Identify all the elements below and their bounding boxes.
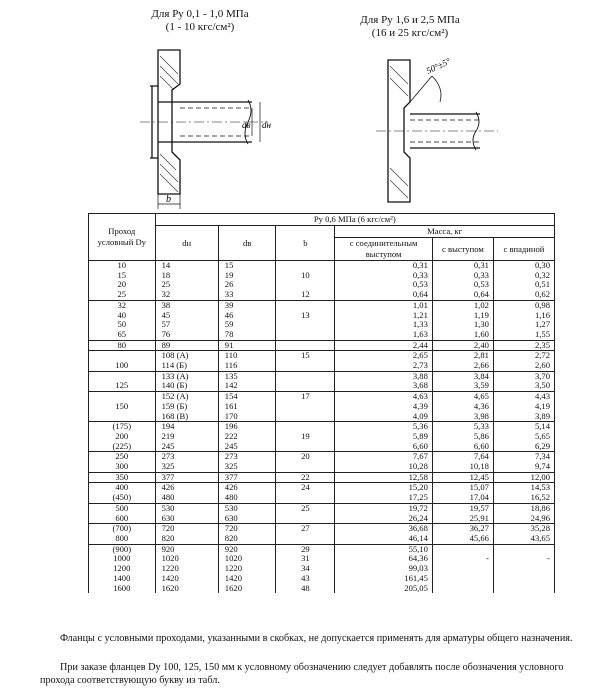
table-cell xyxy=(276,261,335,271)
table-row xyxy=(89,261,555,271)
table-cell: 720 xyxy=(155,524,218,534)
table-cell: 4,39 xyxy=(335,402,433,412)
caption-left xyxy=(130,8,270,34)
table-row xyxy=(89,503,555,513)
table-cell: 32 xyxy=(155,290,218,300)
table-cell: 1,21 xyxy=(335,311,433,321)
table-cell: 325 xyxy=(155,462,218,472)
table-cell: 5,65 xyxy=(493,432,554,442)
table-cell: 12,58 xyxy=(335,472,433,483)
table-row xyxy=(89,574,555,584)
note-2 xyxy=(40,661,580,687)
table-cell: 3,89 xyxy=(493,412,554,422)
table-cell: 400 xyxy=(89,483,156,493)
table-cell: - xyxy=(493,554,554,564)
table-cell: 377 xyxy=(155,472,218,483)
table-cell xyxy=(276,371,335,381)
table-cell: 273 xyxy=(155,452,218,462)
table-cell: 0,62 xyxy=(493,290,554,300)
header-mass-1-line2: выступом xyxy=(365,249,402,259)
table-cell: 29 xyxy=(276,544,335,554)
table-row xyxy=(89,452,555,462)
table-cell: 1,30 xyxy=(432,320,493,330)
table-cell: 15 xyxy=(89,271,156,281)
table-cell xyxy=(276,402,335,412)
table-cell: 720 xyxy=(218,524,276,534)
table-cell: 377 xyxy=(218,472,276,483)
table-cell: 219 xyxy=(155,432,218,442)
table-cell: 194 xyxy=(155,422,218,432)
table-cell: 43 xyxy=(276,574,335,584)
table-cell: 2,35 xyxy=(493,340,554,351)
table-cell: 0,33 xyxy=(432,271,493,281)
table-cell: 32 xyxy=(89,300,156,310)
table-cell: 1,63 xyxy=(335,330,433,340)
table-cell: 46,14 xyxy=(335,534,433,544)
table-cell xyxy=(276,442,335,452)
table-cell: 2,44 xyxy=(335,340,433,351)
table-cell: 114 (Б) xyxy=(155,361,218,371)
table-cell: 1,55 xyxy=(493,330,554,340)
table-cell: 150 xyxy=(89,402,156,412)
header-mass: Масса, кг xyxy=(335,226,555,238)
table-cell: 3,59 xyxy=(432,381,493,391)
table-cell: 5,14 xyxy=(493,422,554,432)
table-cell: 0,31 xyxy=(432,261,493,271)
table-cell: 76 xyxy=(155,330,218,340)
table-cell: 1200 xyxy=(89,564,156,574)
table-cell: 24,96 xyxy=(493,514,554,524)
table-row xyxy=(89,271,555,281)
table-cell: 3,68 xyxy=(335,381,433,391)
table-cell: 205,05 xyxy=(335,584,433,594)
table-cell: 0,30 xyxy=(493,261,554,271)
table-row xyxy=(89,381,555,391)
table-cell: 3,84 xyxy=(432,371,493,381)
table-cell: 300 xyxy=(89,462,156,472)
note-1-text: Фланцы с условными проходами, указанными в скобках, не допускается применять для арматуры общего назначения. xyxy=(60,633,573,644)
table-cell: 4,36 xyxy=(432,402,493,412)
table-cell: 38 xyxy=(155,300,218,310)
table-cell: 65 xyxy=(89,330,156,340)
label-dv: dв xyxy=(242,120,251,130)
table-cell xyxy=(432,574,493,584)
table-cell: 10,28 xyxy=(335,462,433,472)
table-cell xyxy=(493,564,554,574)
table-cell: 500 xyxy=(89,503,156,513)
table-cell: 0,31 xyxy=(335,261,433,271)
table-cell: 142 xyxy=(218,381,276,391)
table-cell: 0,53 xyxy=(432,280,493,290)
table-cell: 245 xyxy=(218,442,276,452)
table-cell: 25 xyxy=(89,290,156,300)
table-cell: 24 xyxy=(276,483,335,493)
table-cell: 25,91 xyxy=(432,514,493,524)
table-row xyxy=(89,340,555,351)
table-cell: 46 xyxy=(218,311,276,321)
table-row xyxy=(89,584,555,594)
flange-drawing-left xyxy=(120,44,280,212)
table-cell: 5,86 xyxy=(432,432,493,442)
table-cell: 15 xyxy=(276,351,335,361)
table-cell: 3,98 xyxy=(432,412,493,422)
table-cell: 17,25 xyxy=(335,493,433,503)
table-row xyxy=(89,361,555,371)
table-cell: 1,16 xyxy=(493,311,554,321)
table-row xyxy=(89,412,555,422)
table-cell: 1420 xyxy=(218,574,276,584)
header-b: b xyxy=(276,226,335,261)
table-cell: 0,32 xyxy=(493,271,554,281)
table-cell xyxy=(493,584,554,594)
table-cell: 630 xyxy=(218,514,276,524)
table-cell: 1220 xyxy=(218,564,276,574)
table-cell xyxy=(276,381,335,391)
table-cell: 39 xyxy=(218,300,276,310)
table-cell xyxy=(432,584,493,594)
table-cell: 426 xyxy=(218,483,276,493)
table-cell: 25 xyxy=(276,503,335,513)
table-cell: 4,09 xyxy=(335,412,433,422)
table-cell xyxy=(89,371,156,381)
table-cell: 100 xyxy=(89,361,156,371)
table-row xyxy=(89,554,555,564)
table-cell: 3,88 xyxy=(335,371,433,381)
table-cell: 18,86 xyxy=(493,503,554,513)
table-cell: 33 xyxy=(218,290,276,300)
table-cell: 19 xyxy=(218,271,276,281)
table-cell: 2,81 xyxy=(432,351,493,361)
table-row xyxy=(89,402,555,412)
table-cell: 125 xyxy=(89,381,156,391)
table-cell: 250 xyxy=(89,452,156,462)
table-cell: 7,67 xyxy=(335,452,433,462)
table-cell: 1420 xyxy=(155,574,218,584)
table-cell: 135 xyxy=(218,371,276,381)
table-cell xyxy=(432,544,493,554)
table-cell: 133 (А) xyxy=(155,371,218,381)
table-cell xyxy=(276,300,335,310)
note-1 xyxy=(40,632,580,645)
table-cell: 1620 xyxy=(218,584,276,594)
label-dh: dн xyxy=(262,120,271,130)
table-cell xyxy=(493,574,554,584)
table-cell: 10,18 xyxy=(432,462,493,472)
table-cell: 27 xyxy=(276,524,335,534)
table-cell: 40 xyxy=(89,311,156,321)
table-cell: 15,07 xyxy=(432,483,493,493)
header-dv: dв xyxy=(218,226,276,261)
table-cell: 35,28 xyxy=(493,524,554,534)
table-cell: 1000 xyxy=(89,554,156,564)
table-cell: 3,50 xyxy=(493,381,554,391)
table-cell: 78 xyxy=(218,330,276,340)
table-cell: 920 xyxy=(218,544,276,554)
table-row xyxy=(89,311,555,321)
table-cell: 1020 xyxy=(218,554,276,564)
table-cell: 45,66 xyxy=(432,534,493,544)
table-cell: 7,64 xyxy=(432,452,493,462)
flange-table xyxy=(88,213,555,593)
table-cell: 1020 xyxy=(155,554,218,564)
table-row xyxy=(89,462,555,472)
table-cell: 59 xyxy=(218,320,276,330)
table-cell: 6,60 xyxy=(432,442,493,452)
table-cell: 273 xyxy=(218,452,276,462)
table-cell: 4,65 xyxy=(432,392,493,402)
table-cell: 222 xyxy=(218,432,276,442)
table-cell: 48 xyxy=(276,584,335,594)
table-cell: 1,27 xyxy=(493,320,554,330)
table-cell: 9,74 xyxy=(493,462,554,472)
table-cell: 4,19 xyxy=(493,402,554,412)
label-angle: 50°±5° xyxy=(424,56,453,76)
table-cell: 14,53 xyxy=(493,483,554,493)
table-cell: 13 xyxy=(276,311,335,321)
table-cell: 480 xyxy=(218,493,276,503)
table-cell: 89 xyxy=(155,340,218,351)
caption-right xyxy=(335,14,485,40)
table-cell: 10 xyxy=(89,261,156,271)
table-cell: 0,64 xyxy=(335,290,433,300)
table-cell: 140 (Б) xyxy=(155,381,218,391)
table-cell: 0,33 xyxy=(335,271,433,281)
table-cell xyxy=(276,280,335,290)
table-cell: 80 xyxy=(89,340,156,351)
table-cell: 16,52 xyxy=(493,493,554,503)
table-cell: 4,43 xyxy=(493,392,554,402)
table-row xyxy=(89,524,555,534)
table-cell: 6,60 xyxy=(335,442,433,452)
table-cell: 108 (А) xyxy=(155,351,218,361)
table-cell: 17 xyxy=(276,392,335,402)
note-2-text: При заказе фланцев Dу 100, 125, 150 мм к условному обозначению следует добавлять после обозначения условного прохода соответствующую букву из табл. xyxy=(40,662,564,686)
table-cell: 31 xyxy=(276,554,335,564)
table-cell: 0,64 xyxy=(432,290,493,300)
table-row xyxy=(89,472,555,483)
table-row xyxy=(89,290,555,300)
table-cell: 15,20 xyxy=(335,483,433,493)
table-cell xyxy=(276,361,335,371)
table-cell: 20 xyxy=(89,280,156,290)
table-cell: 630 xyxy=(155,514,218,524)
label-b: b xyxy=(166,194,171,205)
table-cell: 7,34 xyxy=(493,452,554,462)
table-cell: 19 xyxy=(276,432,335,442)
table-cell: 12,00 xyxy=(493,472,554,483)
table-cell xyxy=(89,412,156,422)
table-cell: 920 xyxy=(155,544,218,554)
header-mass-1-line1: с соединительным xyxy=(349,238,418,248)
table-cell: 1,60 xyxy=(432,330,493,340)
caption-left-line2: (1 - 10 кгс/см²) xyxy=(165,21,235,33)
table-cell: 1220 xyxy=(155,564,218,574)
table-cell: (175) xyxy=(89,422,156,432)
table-cell: 2,60 xyxy=(493,361,554,371)
table-cell: 2,66 xyxy=(432,361,493,371)
table-cell: 426 xyxy=(155,483,218,493)
table-cell: 19,57 xyxy=(432,503,493,513)
table-cell: 45 xyxy=(155,311,218,321)
table-cell xyxy=(432,564,493,574)
table-cell: 36,27 xyxy=(432,524,493,534)
table-row xyxy=(89,422,555,432)
table-cell xyxy=(276,412,335,422)
table-row xyxy=(89,442,555,452)
table-cell xyxy=(276,493,335,503)
header-pass-line1: Проход xyxy=(108,226,136,236)
table-cell xyxy=(276,462,335,472)
table-cell: 200 xyxy=(89,432,156,442)
table-cell: - xyxy=(432,554,493,564)
table-cell: 1,33 xyxy=(335,320,433,330)
table-cell: (700) xyxy=(89,524,156,534)
caption-right-line2: (16 и 25 кгс/см²) xyxy=(371,27,449,39)
table-cell: 110 xyxy=(218,351,276,361)
header-pass xyxy=(89,214,156,261)
table-cell xyxy=(276,320,335,330)
table-cell: 1620 xyxy=(155,584,218,594)
table-cell: 64,36 xyxy=(335,554,433,564)
table-cell: 43,65 xyxy=(493,534,554,544)
table-cell: 91 xyxy=(218,340,276,351)
table-cell: 196 xyxy=(218,422,276,432)
table-cell: (450) xyxy=(89,493,156,503)
table-cell: 36,68 xyxy=(335,524,433,534)
flange-drawing-right xyxy=(370,56,530,208)
table-cell xyxy=(89,392,156,402)
table-cell: 19,72 xyxy=(335,503,433,513)
table-row xyxy=(89,280,555,290)
table-cell: 1,02 xyxy=(432,300,493,310)
header-mass-2: с выступом xyxy=(432,238,493,261)
table-cell: 170 xyxy=(218,412,276,422)
table-cell: 1,01 xyxy=(335,300,433,310)
table-cell: 0,98 xyxy=(493,300,554,310)
table-cell xyxy=(276,514,335,524)
table-cell: 0,53 xyxy=(335,280,433,290)
table-cell: 50 xyxy=(89,320,156,330)
table-cell: 161,45 xyxy=(335,574,433,584)
table-cell xyxy=(89,351,156,361)
table-cell: 18 xyxy=(155,271,218,281)
table-cell: 3,70 xyxy=(493,371,554,381)
table-cell: 530 xyxy=(218,503,276,513)
table-cell: 4,63 xyxy=(335,392,433,402)
caption-right-line1: Для Pу 1,6 и 2,5 МПа xyxy=(360,14,460,26)
table-cell: 154 xyxy=(218,392,276,402)
table-cell: 159 (Б) xyxy=(155,402,218,412)
table-cell: 34 xyxy=(276,564,335,574)
table-cell: 6,29 xyxy=(493,442,554,452)
table-cell: 55,10 xyxy=(335,544,433,554)
table-cell: 1600 xyxy=(89,584,156,594)
table-cell xyxy=(276,534,335,544)
table-cell: 1,19 xyxy=(432,311,493,321)
table-row xyxy=(89,300,555,310)
table-cell: 12 xyxy=(276,290,335,300)
table-cell: 800 xyxy=(89,534,156,544)
table-cell: 20 xyxy=(276,452,335,462)
table-row xyxy=(89,493,555,503)
header-mass-1 xyxy=(335,238,433,261)
table-cell: 820 xyxy=(218,534,276,544)
table-cell: 600 xyxy=(89,514,156,524)
table-body xyxy=(89,261,555,594)
table-cell: 17,04 xyxy=(432,493,493,503)
caption-left-line1: Для Pу 0,1 - 1,0 МПа xyxy=(151,8,249,20)
table-cell: (225) xyxy=(89,442,156,452)
table-cell: 25 xyxy=(155,280,218,290)
table-row xyxy=(89,483,555,493)
table-cell: 116 xyxy=(218,361,276,371)
table-cell: 245 xyxy=(155,442,218,452)
table-cell: 10 xyxy=(276,271,335,281)
header-pass-line2: условный Dy xyxy=(97,237,146,247)
header-mass-3: с впадиной xyxy=(493,238,554,261)
table-cell: 161 xyxy=(218,402,276,412)
table-cell xyxy=(276,340,335,351)
table-row xyxy=(89,564,555,574)
table-cell: 2,65 xyxy=(335,351,433,361)
table-row xyxy=(89,320,555,330)
table-cell: 2,40 xyxy=(432,340,493,351)
table-cell: (900) xyxy=(89,544,156,554)
table-cell: 820 xyxy=(155,534,218,544)
table-row xyxy=(89,534,555,544)
table-cell: 168 (В) xyxy=(155,412,218,422)
table-cell: 5,89 xyxy=(335,432,433,442)
table-row xyxy=(89,514,555,524)
table-row xyxy=(89,351,555,361)
table-row xyxy=(89,544,555,554)
table-cell: 5,36 xyxy=(335,422,433,432)
table-cell: 22 xyxy=(276,472,335,483)
table-cell xyxy=(276,330,335,340)
table-cell: 1400 xyxy=(89,574,156,584)
table-row xyxy=(89,330,555,340)
table-cell: 14 xyxy=(155,261,218,271)
table-cell: 530 xyxy=(155,503,218,513)
table-cell: 2,72 xyxy=(493,351,554,361)
table-cell: 2,73 xyxy=(335,361,433,371)
table-cell: 15 xyxy=(218,261,276,271)
header-dh: dн xyxy=(155,226,218,261)
table-cell: 12,45 xyxy=(432,472,493,483)
table-cell: 26 xyxy=(218,280,276,290)
table-cell: 480 xyxy=(155,493,218,503)
table-cell: 350 xyxy=(89,472,156,483)
table-cell xyxy=(276,422,335,432)
table-cell: 57 xyxy=(155,320,218,330)
table-cell: 99,03 xyxy=(335,564,433,574)
header-group: Py 0,6 МПа (6 кгс/см²) xyxy=(155,214,554,226)
table-row xyxy=(89,432,555,442)
table-cell: 152 (А) xyxy=(155,392,218,402)
table-cell xyxy=(493,544,554,554)
table-cell: 26,24 xyxy=(335,514,433,524)
table-cell: 325 xyxy=(218,462,276,472)
table-row xyxy=(89,392,555,402)
table-cell: 0,51 xyxy=(493,280,554,290)
table-cell: 5,33 xyxy=(432,422,493,432)
table-row xyxy=(89,371,555,381)
